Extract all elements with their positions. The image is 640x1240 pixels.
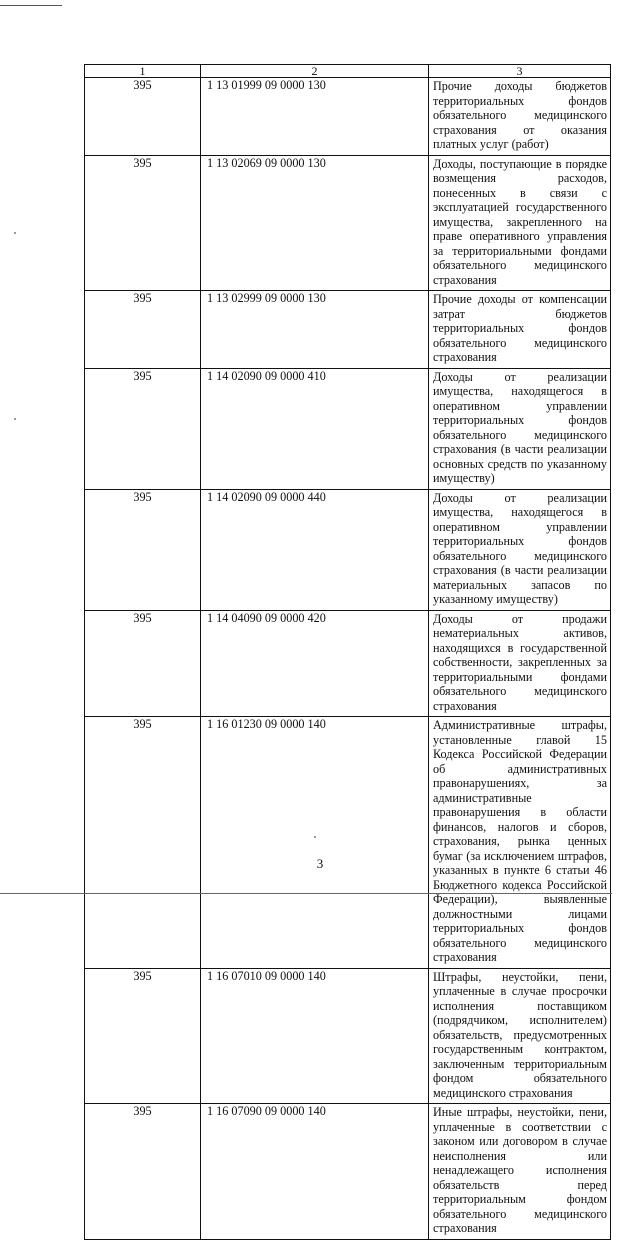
column-header-2: 2 [201,65,429,78]
top-scan-line [0,5,62,6]
bottom-scan-line [0,893,612,894]
table-row [85,610,611,717]
budget-code-cell: 1 13 02069 09 0000 130 [201,155,429,291]
admin-code-cell: 395 [85,78,201,156]
table-row [85,368,611,489]
table-row [85,78,611,156]
budget-code-cell: 1 14 02090 09 0000 410 [201,368,429,489]
table-row [85,717,611,969]
column-header-3: 3 [429,65,611,78]
admin-code-cell: 395 [85,968,201,1104]
table-row [85,1104,611,1240]
admin-code-cell: 395 [85,1104,201,1240]
scan-speck [14,232,16,234]
budget-code-cell: 1 14 02090 09 0000 440 [201,489,429,610]
table-row [85,489,611,610]
description-cell: Прочие доходы от компенсации затрат бюджетов территориальных фондов обязательного медицинского страхования [429,291,611,369]
table-header-row [85,65,611,78]
description-cell: Доходы от реализации имущества, находящегося в оперативном управлении территориальных фондов обязательного медицинского страхования (в части реализации основных средств по указанному имуществу) [429,368,611,489]
admin-code-cell: 395 [85,610,201,717]
budget-code-cell: 1 16 07010 09 0000 140 [201,968,429,1104]
description-cell: Доходы от реализации имущества, находящегося в оперативном управлении территориальных фондов обязательного медицинского страхования (в части реализации материальных запасов по указанному имуществу) [429,489,611,610]
admin-code-cell: 395 [85,155,201,291]
admin-code-cell: 395 [85,368,201,489]
admin-code-cell: 395 [85,489,201,610]
table-row [85,155,611,291]
page-number: 3 [316,856,324,871]
budget-code-cell: 1 13 02999 09 0000 130 [201,291,429,369]
budget-code-cell: 1 14 04090 09 0000 420 [201,610,429,717]
description-cell: Доходы от продажи нематериальных активов, находящихся в государственной собственности, закрепленных за территориальными фондами обязательного медицинского страхования [429,610,611,717]
admin-code-cell: 395 [85,717,201,969]
description-cell: Прочие доходы бюджетов территориальных фондов обязательного медицинского страхования от оказания платных услуг (работ) [429,78,611,156]
budget-code-cell: 1 16 07090 09 0000 140 [201,1104,429,1240]
budget-revenue-table [84,64,611,1240]
budget-code-cell: 1 13 01999 09 0000 130 [201,78,429,156]
description-cell: Доходы, поступающие в порядке возмещения расходов, понесенных в связи с эксплуатацией государственного имущества, закрепленного на праве оперативного управления за территориальными фондами обязательного медицинского страхования [429,155,611,291]
column-header-1: 1 [85,65,201,78]
table-row [85,968,611,1104]
description-cell: Штрафы, неустойки, пени, уплаченные в случае просрочки исполнения поставщиком (подрядчиком, исполнителем) обязательств, предусмотренных государственным контрактом, заключенным территориальным фондом обязательного медицинского страхования [429,968,611,1104]
scan-speck [14,418,16,420]
description-cell: Иные штрафы, неустойки, пени, уплаченные в соответствии с законом или договором в случае неисполнения или ненадлежащего исполнения обязательств перед территориальным фондом обязательного медицинского страхования [429,1104,611,1240]
description-cell: Административные штрафы, установленные главой 15 Кодекса Российской Федерации об административных правонарушениях, за административные правонарушения в области финансов, налогов и сборов, страхования, рынка ценных бумаг (за исключением штрафов, указанных в пункте 6 статьи 46 Бюджетного кодекса Российской Федерации), выявленные должностными лицами территориальных фондов обязательного медицинского страхования [429,717,611,969]
budget-code-cell: 1 16 01230 09 0000 140 [201,717,429,969]
admin-code-cell: 395 [85,291,201,369]
table-row [85,291,611,369]
